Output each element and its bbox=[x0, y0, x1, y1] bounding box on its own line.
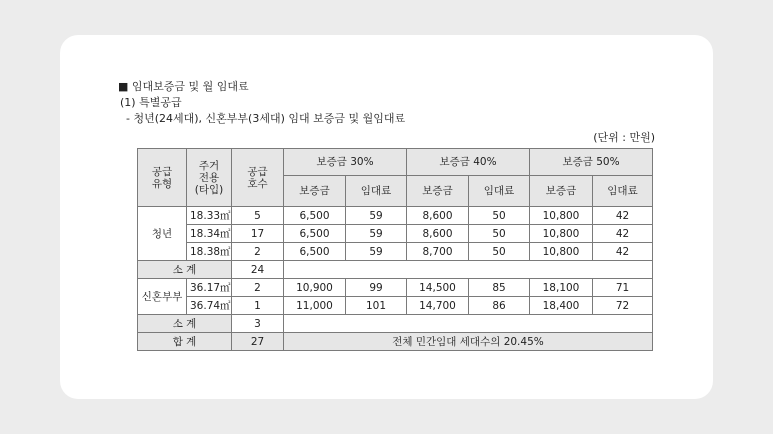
rent30-cell: 99 bbox=[346, 279, 407, 297]
rent30-cell: 59 bbox=[346, 243, 407, 261]
rent40-cell: 85 bbox=[469, 279, 530, 297]
rent30-cell: 101 bbox=[346, 297, 407, 315]
deposit40-cell: 8,600 bbox=[407, 207, 469, 225]
rent-table bbox=[137, 148, 653, 351]
deposit50-cell: 18,400 bbox=[530, 297, 593, 315]
deposit40-cell: 14,500 bbox=[407, 279, 469, 297]
total-note: 전체 민간임대 세대수의 20.45% bbox=[284, 333, 653, 351]
table-row bbox=[138, 279, 653, 297]
units-cell: 5 bbox=[232, 207, 284, 225]
header-units: 공급 호수 bbox=[232, 149, 284, 207]
subheader-rent: 임대료 bbox=[469, 176, 530, 207]
rent30-cell: 59 bbox=[346, 225, 407, 243]
subheader-deposit: 보증금 bbox=[284, 176, 346, 207]
table-row bbox=[138, 225, 653, 243]
type-cell: 36.17㎡ bbox=[187, 279, 232, 297]
subtotal-label: 소 계 bbox=[138, 315, 232, 333]
type-cell: 18.33㎡ bbox=[187, 207, 232, 225]
rent40-cell: 50 bbox=[469, 243, 530, 261]
rent50-cell: 72 bbox=[593, 297, 653, 315]
rent30-cell: 59 bbox=[346, 207, 407, 225]
units-cell: 2 bbox=[232, 243, 284, 261]
subheader-rent: 임대료 bbox=[593, 176, 653, 207]
deposit30-cell: 6,500 bbox=[284, 243, 346, 261]
deposit50-cell: 10,800 bbox=[530, 207, 593, 225]
header-deposit-50: 보증금 50% bbox=[530, 149, 653, 176]
total-label: 합 계 bbox=[138, 333, 232, 351]
table-row bbox=[138, 243, 653, 261]
rent50-cell: 71 bbox=[593, 279, 653, 297]
subtotal-row bbox=[138, 315, 653, 333]
subtotal-units: 24 bbox=[232, 261, 284, 279]
units-cell: 1 bbox=[232, 297, 284, 315]
deposit30-cell: 6,500 bbox=[284, 225, 346, 243]
deposit40-cell: 8,700 bbox=[407, 243, 469, 261]
subheader-deposit: 보증금 bbox=[407, 176, 469, 207]
subtotal-label: 소 계 bbox=[138, 261, 232, 279]
item-heading: - 청년(24세대), 신혼부부(3세대) 임대 보증금 및 월임대료 bbox=[126, 112, 406, 125]
deposit40-cell: 8,600 bbox=[407, 225, 469, 243]
rent40-cell: 50 bbox=[469, 207, 530, 225]
type-cell: 36.74㎡ bbox=[187, 297, 232, 315]
subtotal-empty bbox=[284, 261, 653, 279]
deposit40-cell: 14,700 bbox=[407, 297, 469, 315]
deposit50-cell: 10,800 bbox=[530, 225, 593, 243]
header-deposit-40: 보증금 40% bbox=[407, 149, 530, 176]
header-area: 주거 전용 (타입) bbox=[187, 149, 232, 207]
table-row bbox=[138, 207, 653, 225]
type-cell: 18.34㎡ bbox=[187, 225, 232, 243]
rent50-cell: 42 bbox=[593, 225, 653, 243]
rent40-cell: 50 bbox=[469, 225, 530, 243]
subtotal-row bbox=[138, 261, 653, 279]
table-row bbox=[138, 297, 653, 315]
subheader-rent: 임대료 bbox=[346, 176, 407, 207]
document-body bbox=[118, 79, 658, 145]
subsection-heading: (1) 특별공급 bbox=[120, 96, 182, 109]
section-heading: ■ 임대보증금 및 월 임대료 bbox=[118, 80, 249, 93]
deposit30-cell: 11,000 bbox=[284, 297, 346, 315]
rent50-cell: 42 bbox=[593, 243, 653, 261]
total-units: 27 bbox=[232, 333, 284, 351]
subheader-deposit: 보증금 bbox=[530, 176, 593, 207]
group-label-youth: 청년 bbox=[138, 207, 187, 261]
header-supply-type: 공급 유형 bbox=[138, 149, 187, 207]
type-cell: 18.38㎡ bbox=[187, 243, 232, 261]
header-deposit-30: 보증금 30% bbox=[284, 149, 407, 176]
subtotal-empty bbox=[284, 315, 653, 333]
group-label-newlywed: 신혼부부 bbox=[138, 279, 187, 315]
units-cell: 2 bbox=[232, 279, 284, 297]
deposit30-cell: 6,500 bbox=[284, 207, 346, 225]
total-row bbox=[138, 333, 653, 351]
rent50-cell: 42 bbox=[593, 207, 653, 225]
units-cell: 17 bbox=[232, 225, 284, 243]
deposit50-cell: 10,800 bbox=[530, 243, 593, 261]
deposit50-cell: 18,100 bbox=[530, 279, 593, 297]
rent40-cell: 86 bbox=[469, 297, 530, 315]
unit-label: (단위 : 만원) bbox=[593, 131, 655, 144]
deposit30-cell: 10,900 bbox=[284, 279, 346, 297]
subtotal-units: 3 bbox=[232, 315, 284, 333]
